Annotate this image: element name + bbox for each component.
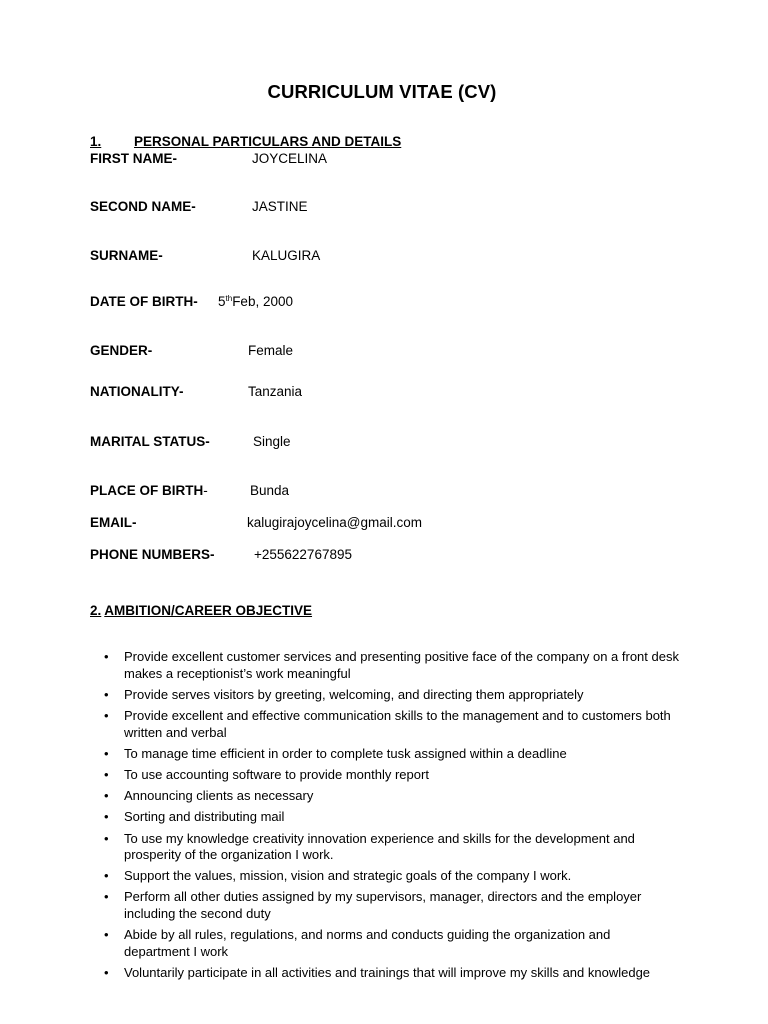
objective-list [104,649,679,986]
objective-item [104,746,679,763]
objective-text: Provide serves visitors by greeting, welcoming, and directing them appropriately [124,686,584,702]
objective-item [104,889,679,922]
bullet-icon: • [104,965,109,981]
field-label: NATIONALITY- [90,384,184,399]
objective-text: Announcing clients as necessary [124,788,314,804]
label-dash: - [203,483,208,498]
field-value [218,294,293,309]
section-objective-heading [90,603,312,618]
field-label: SURNAME- [90,248,163,263]
field-value: Female [248,343,294,358]
objective-item [104,767,679,784]
label-text: PLACE OF BIRTH [90,483,204,498]
document-title: CURRICULUM VITAE (CV) [267,81,497,102]
field-label: MARITAL STATUS- [90,434,210,449]
field-label: GENDER- [90,343,153,358]
bullet-icon: • [104,686,109,702]
section-personal-heading [90,134,401,149]
field-label: EMAIL- [90,515,137,530]
bullet-icon: • [104,868,109,884]
objective-item [104,708,679,741]
field-value: KALUGIRA [252,248,321,263]
bullet-icon: • [104,889,109,905]
section-number: 1. [90,134,102,149]
field-label: DATE OF BIRTH- [90,294,198,309]
objective-text: Provide excellent and effective communication skills to the management and to customers both written and verbal [124,707,671,740]
field-value: +255622767895 [254,547,352,562]
objective-text: To manage time efficient in order to complete tusk assigned within a deadline [124,745,567,761]
objective-text: Provide excellent customer services and presenting positive face of the company on a front desk makes a receptionist’s work meaningful [124,649,679,681]
section-title: AMBITION/CAREER OBJECTIVE [104,603,313,618]
bullet-icon: • [104,745,109,761]
objective-text: Perform all other duties assigned by my supervisors, manager, directors and the employer including the second duty [124,889,642,922]
field-value: JASTINE [252,199,308,214]
objective-text: To use accounting software to provide monthly report [124,766,429,782]
objective-text: Sorting and distributing mail [124,809,285,825]
objective-item [104,927,679,960]
section-title: PERSONAL PARTICULARS AND DETAILS [134,134,402,149]
field-value: Tanzania [248,384,303,399]
field-value: kalugirajoycelina@gmail.com [247,515,423,530]
bullet-icon: • [104,927,109,943]
field-value: Single [253,434,291,449]
field-label [90,483,208,498]
field-value: JOYCELINA [252,151,328,166]
objective-item [104,965,679,982]
dob-rest: Feb, 2000 [232,294,293,309]
section-number: 2. [90,603,102,618]
objective-text: Voluntarily participate in all activities and trainings that will improve my skills and knowledge [124,965,651,981]
dob-day: 5 [218,294,226,309]
field-label: SECOND NAME- [90,199,196,214]
bullet-icon: • [104,649,109,664]
bullet-icon: • [104,766,109,782]
bullet-icon: • [104,830,109,846]
bullet-icon: • [104,788,109,804]
field-value: Bunda [250,483,290,498]
objective-item [104,649,679,682]
bullet-icon: • [104,707,109,723]
objective-item [104,809,679,826]
field-label: FIRST NAME- [90,151,177,166]
objective-item [104,687,679,704]
objective-item [104,788,679,805]
objective-item [104,831,679,864]
objective-item [104,868,679,885]
dob-suffix: th [225,294,233,303]
objective-text: Abide by all rules, regulations, and norms and conducts guiding the organization and department I work [124,927,611,959]
objective-text: To use my knowledge creativity innovation experience and skills for the development and prosperity of the organization I work. [124,830,635,863]
field-label: PHONE NUMBERS- [90,547,215,562]
objective-text: Support the values, mission, vision and strategic goals of the company I work. [124,868,572,884]
bullet-icon: • [104,809,109,825]
